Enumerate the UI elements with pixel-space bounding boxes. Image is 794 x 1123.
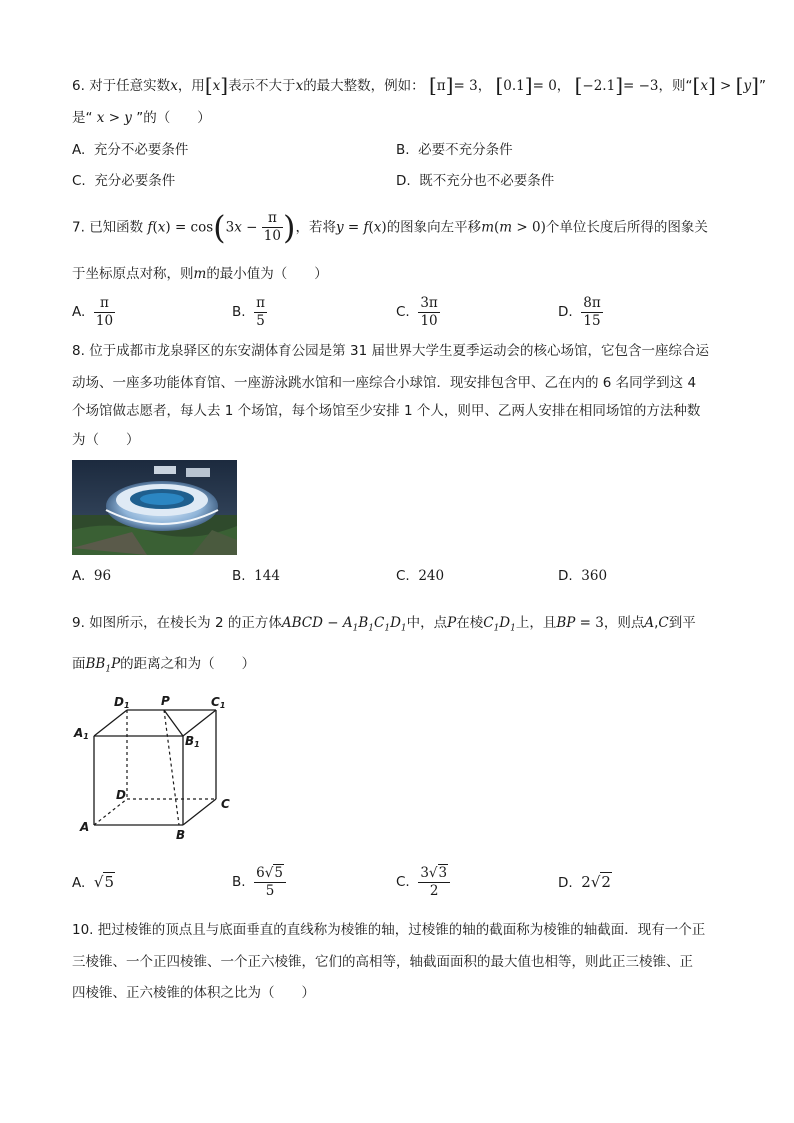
q8-option-c[interactable]: C. 240 <box>396 568 445 584</box>
q7-option-d[interactable]: D. $\frac{8\pi}{15}$ <box>558 294 601 329</box>
label-p: P <box>161 695 170 708</box>
q9-option-d[interactable]: D. 2√2 <box>558 873 611 891</box>
q7-line1: 7. 已知函数 f(x) = cos(3x − $\frac{\pi}{10}$ )，若将y = f(x)的图象向左平移m(m > 0)个单位长度后所得的图象关 <box>72 208 708 247</box>
q8-line4: 为（ ） <box>72 432 140 448</box>
label-a: A <box>80 820 90 834</box>
label-b1: B1 <box>185 734 200 749</box>
label-d1: D1 <box>114 695 130 710</box>
label-d: D <box>116 788 126 802</box>
label-c: C <box>221 797 230 811</box>
q6-option-d[interactable]: D. 既不充分也不必要条件 <box>396 173 555 189</box>
q10-line3: 四棱锥、正六棱锥的体积之比为（ ） <box>72 985 315 1001</box>
q8-option-d[interactable]: D. 360 <box>558 568 608 584</box>
label-a1: A1 <box>74 726 89 741</box>
q9-option-a[interactable]: A. √5 <box>72 873 114 891</box>
q9-option-b[interactable]: B. $\frac{6√5}{5}$ <box>232 862 286 902</box>
stadium-photo <box>72 460 237 555</box>
q7-line2: 于坐标原点对称，则m的最小值为（ ） <box>72 266 328 282</box>
q7-number: 7. <box>72 219 85 236</box>
q7-option-b[interactable]: B. $\frac{\pi}{5}$ <box>232 294 266 329</box>
label-c1: C1 <box>211 695 226 710</box>
q8-option-b[interactable]: B. 144 <box>232 568 280 584</box>
q6-line2: 是“ x > y ”的（ ） <box>72 110 211 126</box>
cube-figure <box>70 695 250 849</box>
q6-option-b[interactable]: B. 必要不充分条件 <box>396 142 513 158</box>
q9-line2: 面$BB_1P$的距离之和为（ ） <box>72 656 256 675</box>
q6-number: 6. <box>72 78 85 94</box>
q8-line2: 动场、一座多功能体育馆、一座游泳跳水馆和一座综合小球馆．现安排包含甲、乙在内的 6 名同学到这 4 <box>72 375 697 391</box>
q8-line1: 8. 位于成都市龙泉驿区的东安湖体育公园是第 31 届世界大学生夏季运动会的核心场馆，它包含一座综合运 <box>72 343 709 359</box>
q6-option-c[interactable]: C. 充分必要条件 <box>72 173 176 189</box>
q9-line1: 9. 如图所示，在棱长为 2 的正方体ABCD − $A_1B_1C_1D_1$中，点P在棱$C_1D_1$上，且BP = 3，则点A,C到平 <box>72 615 696 634</box>
q10-line2: 三棱锥、一个正四棱锥、一个正六棱锥，它们的高相等，轴截面面积的最大值也相等，则此正三棱锥、正 <box>72 954 693 970</box>
q7-option-a[interactable]: A. $\frac{\pi}{10}$ <box>72 294 114 329</box>
q8-line3: 个场馆做志愿者，每人去 1 个场馆，每个场馆至少安排 1 个人，则甲、乙两人安排在相同场馆的方法种数 <box>72 403 701 419</box>
q7-option-c[interactable]: C. $\frac{3\pi}{10}$ <box>396 294 438 329</box>
q6-option-a[interactable]: A. 充分不必要条件 <box>72 142 189 158</box>
q10-line1: 10. 把过棱锥的顶点且与底面垂直的直线称为棱锥的轴，过棱锥的轴的截面称为棱锥的轴截面．现有一个正 <box>72 922 706 938</box>
label-b: B <box>176 828 186 842</box>
q8-option-a[interactable]: A. 96 <box>72 568 112 584</box>
q6-line1: 6. 对于任意实数x，用[x]表示不大于x的最大整数，例如： [π]= 3， [0.1]= 0， [−2.1]= −3，则“[x] > [y]” <box>72 73 766 97</box>
q9-option-c[interactable]: C. $\frac{3√3}{2}$ <box>396 862 450 902</box>
